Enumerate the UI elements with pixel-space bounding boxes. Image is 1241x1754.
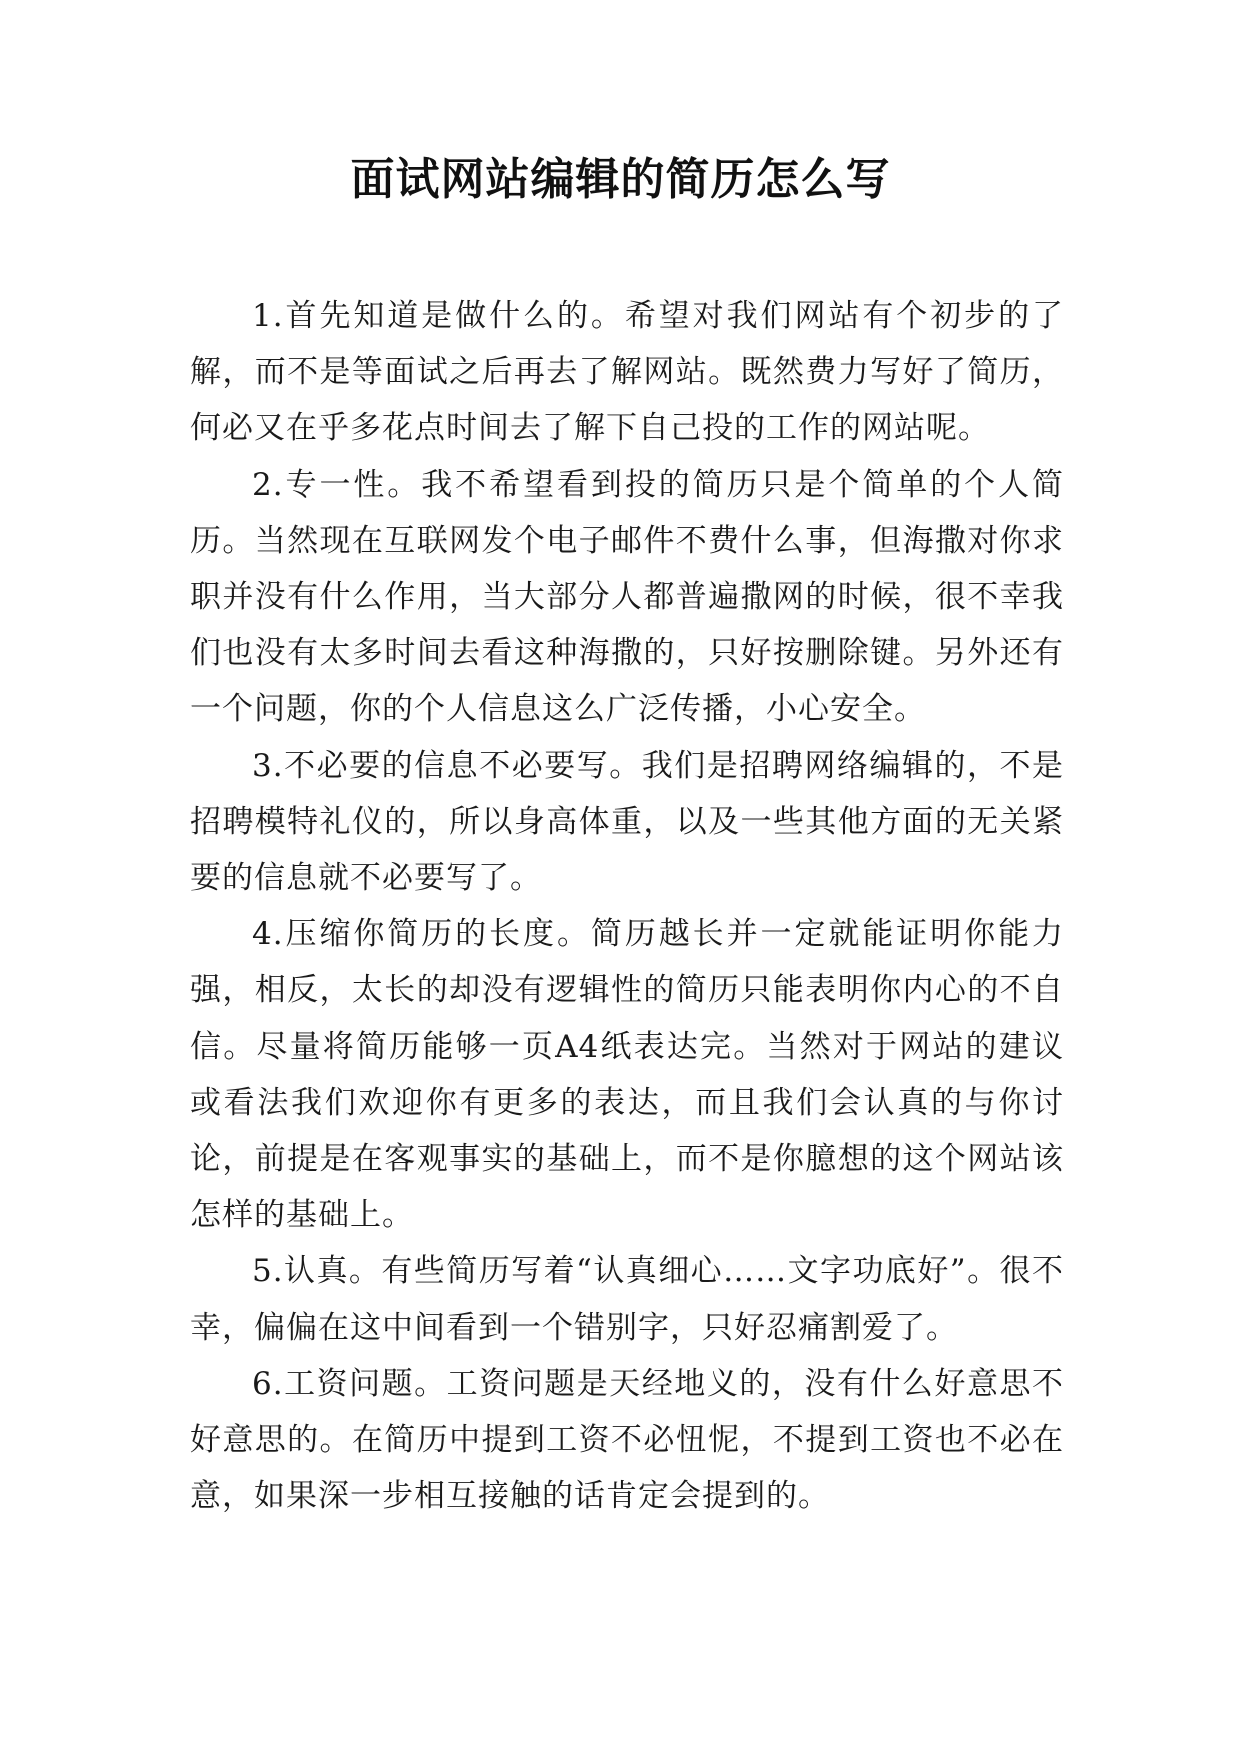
paragraph-5: 5.认真。有些简历写着“认真细心……文字功底好”。很不幸，偏偏在这中间看到一个错别字，只好忍痛割爱了。: [190, 1253, 1064, 1346]
document-title: 面试网站编辑的简历怎么写: [350, 154, 891, 205]
paragraph-3: 3.不必要的信息不必要写。我们是招聘网络编辑的，不是招聘模特礼仪的，所以身高体重，以及一些其他方面的无关紧要的信息就不必要写了。: [190, 747, 1064, 897]
paragraph-4: 4.压缩你简历的长度。简历越长并一定就能证明你能力强，相反，太长的却没有逻辑性的简历只能表明你内心的不自信。尽量将简历能够一页A4纸表达完。当然对于网站的建议或看法我们欢迎你有更多的表达，而且我们会认真的与你讨论，前提是在客观事实的基础上，而不是你臆想的这个网站该怎样的基础上。: [190, 916, 1064, 1234]
document-body: [190, 288, 1064, 1524]
paragraph-2: 2.专一性。我不希望看到投的简历只是个简单的个人简历。当然现在互联网发个电子邮件不费什么事，但海撒对你求职并没有什么作用，当大部分人都普遍撒网的时候，很不幸我们也没有太多时间去看这种海撒的，只好按删除键。另外还有一个问题，你的个人信息这么广泛传播，小心安全。: [190, 466, 1064, 728]
paragraph-1: 1.首先知道是做什么的。希望对我们网站有个初步的了解，而不是等面试之后再去了解网站。既然费力写好了简历，何必又在乎多花点时间去了解下自己投的工作的网站呢。: [190, 298, 1064, 447]
paragraph-6: 6.工资问题。工资问题是天经地义的，没有什么好意思不好意思的。在简历中提到工资不必忸怩，不提到工资也不必在意，如果深一步相互接触的话肯定会提到的。: [190, 1365, 1064, 1515]
